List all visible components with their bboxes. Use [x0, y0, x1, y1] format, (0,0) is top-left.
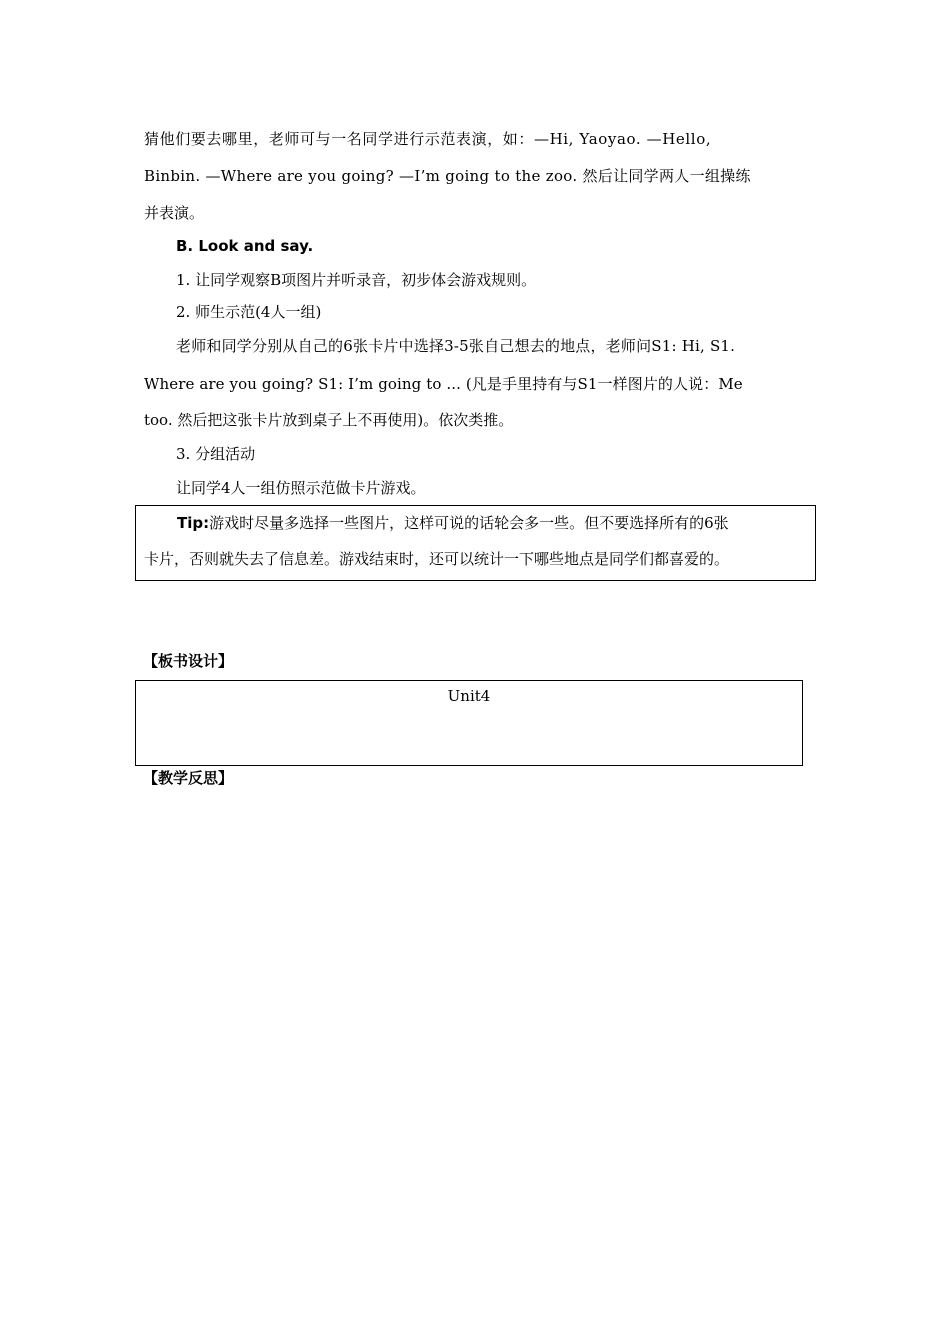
- step-item: 2. 师生示范(4人一组): [176, 303, 322, 321]
- step-item: 1. 让同学观察B项图片并听录音，初步体会游戏规则。: [176, 271, 537, 289]
- tip-text: 游戏时尽量多选择一些图片，这样可说的话轮会多一些。但不要选择所有的6张: [209, 514, 729, 532]
- tip-label: Tip:: [177, 514, 210, 532]
- section-heading: B. Look and say.: [176, 237, 314, 255]
- reflection-heading: 【教学反思】: [143, 769, 234, 787]
- paragraph-line: Where are you going? S1: I’m going to ... (凡是手里持有与S1一样图片的人说：Me: [144, 375, 743, 393]
- paragraph-line: too. 然后把这张卡片放到桌子上不再使用)。依次类推。: [144, 411, 514, 429]
- step-item: 3. 分组活动: [176, 445, 256, 463]
- board-design-box: [135, 680, 803, 766]
- tip-line: [177, 513, 729, 533]
- tip-box: [135, 505, 816, 581]
- paragraph-line: 让同学4人一组仿照示范做卡片游戏。: [176, 479, 426, 497]
- board-design-heading: 【板书设计】: [143, 652, 234, 670]
- paragraph-line: 猜他们要去哪里，老师可与一名同学进行示范表演，如：—Hi, Yaoyao. —Hello,: [144, 130, 712, 148]
- paragraph-line: 老师和同学分别从自己的6张卡片中选择3-5张自己想去的地点，老师问S1: Hi, S1.: [176, 337, 736, 355]
- board-title: Unit4: [447, 687, 491, 705]
- paragraph-line: Binbin. —Where are you going? —I’m going to the zoo. 然后让同学两人一组操练: [144, 167, 751, 185]
- paragraph-line: 并表演。: [144, 204, 205, 222]
- tip-line: 卡片，否则就失去了信息差。游戏结束时，还可以统计一下哪些地点是同学们都喜爱的。: [144, 550, 730, 568]
